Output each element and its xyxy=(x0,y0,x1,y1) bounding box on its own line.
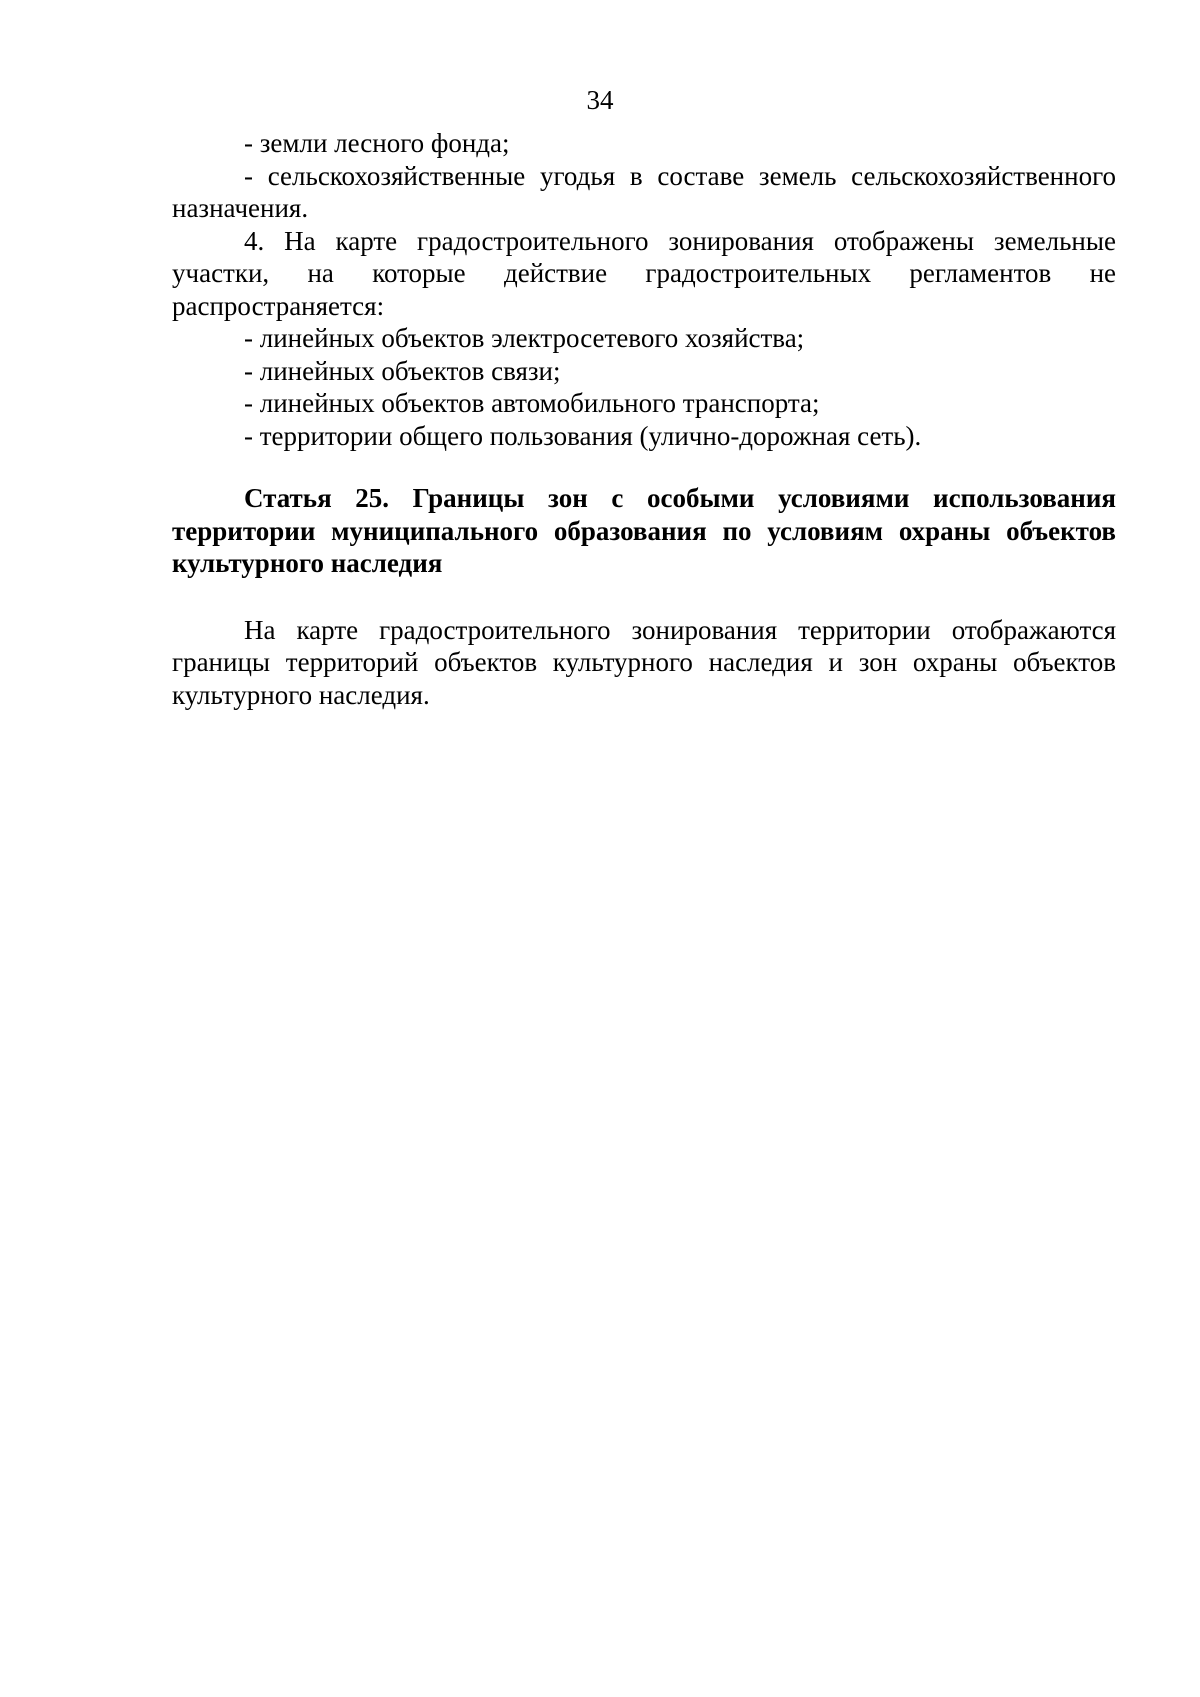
page-number: 34 xyxy=(586,85,614,115)
paragraph-point-4: 4. На карте градостроительного зонирования отображены земельные участки, на которые действие градостроительных регламентов не распространяется: xyxy=(172,225,1116,321)
list-item-public-territory: - территории общего пользования (улично-дорожная сеть). xyxy=(244,420,922,451)
section-spacer xyxy=(172,580,1116,614)
document-body xyxy=(172,127,1116,711)
list-item-communications: - линейных объектов связи; xyxy=(244,355,561,386)
article-25-body: На карте градостроительного зонирования территории отображаются границы территорий объектов культурного наследия и зон охраны объектов культурного наследия. xyxy=(172,614,1116,710)
list-item-road-transport: - линейных объектов автомобильного транспорта; xyxy=(244,388,820,418)
article-25-heading: Статья 25. Границы зон с особыми условиями использования территории муниципального образования по условиям охраны объектов культурного наследия xyxy=(172,483,1116,578)
list-item-agricultural-land: - сельскохозяйственные угодья в составе земель сельскохозяйственного назначения. xyxy=(172,160,1116,223)
list-item-forest-land: - земли лесного фонда; xyxy=(244,128,510,158)
list-item-power-grid: - линейных объектов электросетевого хозяйства; xyxy=(244,323,805,353)
